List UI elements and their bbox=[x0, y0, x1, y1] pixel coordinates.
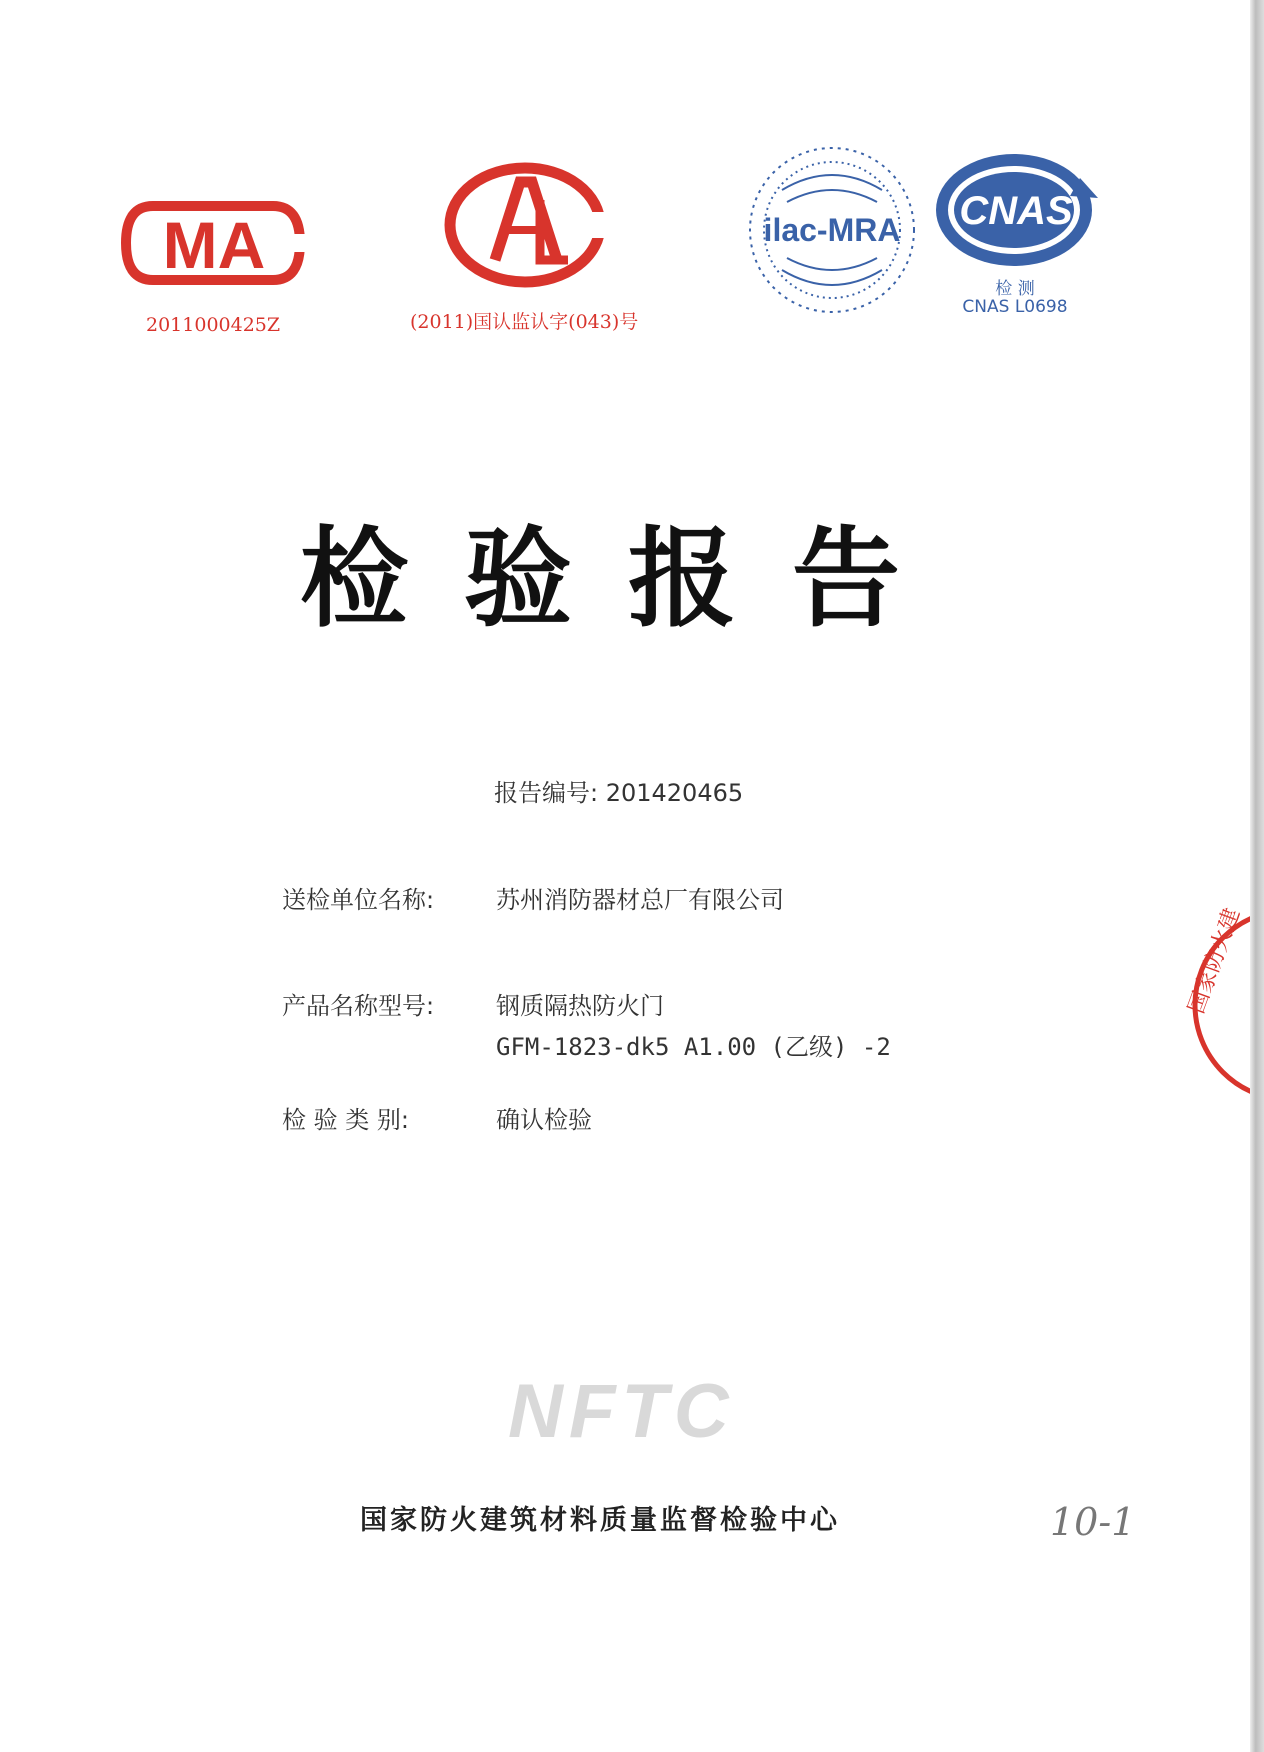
field-label: 产品名称型号: bbox=[282, 992, 435, 1020]
field-product-model bbox=[282, 986, 891, 1062]
field-label: 送检单位名称: bbox=[282, 886, 435, 914]
cnas-caption-line1: 检 测 bbox=[995, 279, 1035, 299]
red-stamp bbox=[1180, 905, 1250, 1105]
ilac-mra-text: ilac-MRA bbox=[763, 212, 901, 248]
stamp-text: 国家防火建 bbox=[1184, 905, 1246, 1018]
report-number: 报告编号: 201420465 bbox=[494, 779, 744, 807]
field-label: 检 验 类 别: bbox=[282, 1106, 409, 1134]
field-inspection-type bbox=[282, 1100, 592, 1135]
cma-number: 2011000425Z bbox=[146, 314, 281, 336]
cnas-caption bbox=[940, 280, 1090, 316]
ilac-mra-logo bbox=[742, 140, 922, 320]
cal-number: (2011)国认监认字(043)号 bbox=[410, 311, 639, 333]
page-edge bbox=[1250, 0, 1264, 1752]
cal-logo bbox=[440, 160, 610, 290]
field-value: 确认检验 bbox=[496, 1106, 592, 1134]
nftc-watermark: NFTC bbox=[508, 1369, 735, 1454]
field-submitting-unit bbox=[282, 880, 784, 915]
cma-logo bbox=[118, 198, 308, 288]
cnas-logo-text: CNAS bbox=[959, 189, 1073, 233]
handwritten-note: 10-1 bbox=[1050, 1500, 1136, 1544]
document-title: 检验报告 bbox=[300, 517, 957, 642]
cnas-logo bbox=[930, 148, 1100, 278]
field-value-model: GFM-1823-dk5 A1.00 (乙级) -2 bbox=[496, 1033, 891, 1061]
field-value: 苏州消防器材总厂有限公司 bbox=[496, 886, 784, 914]
cma-logo-text: MA bbox=[162, 208, 266, 282]
issuer-name: 国家防火建筑材料质量监督检验中心 bbox=[360, 1505, 840, 1536]
cnas-caption-line2: CNAS L0698 bbox=[962, 297, 1068, 317]
field-value: 钢质隔热防火门 bbox=[496, 992, 664, 1020]
